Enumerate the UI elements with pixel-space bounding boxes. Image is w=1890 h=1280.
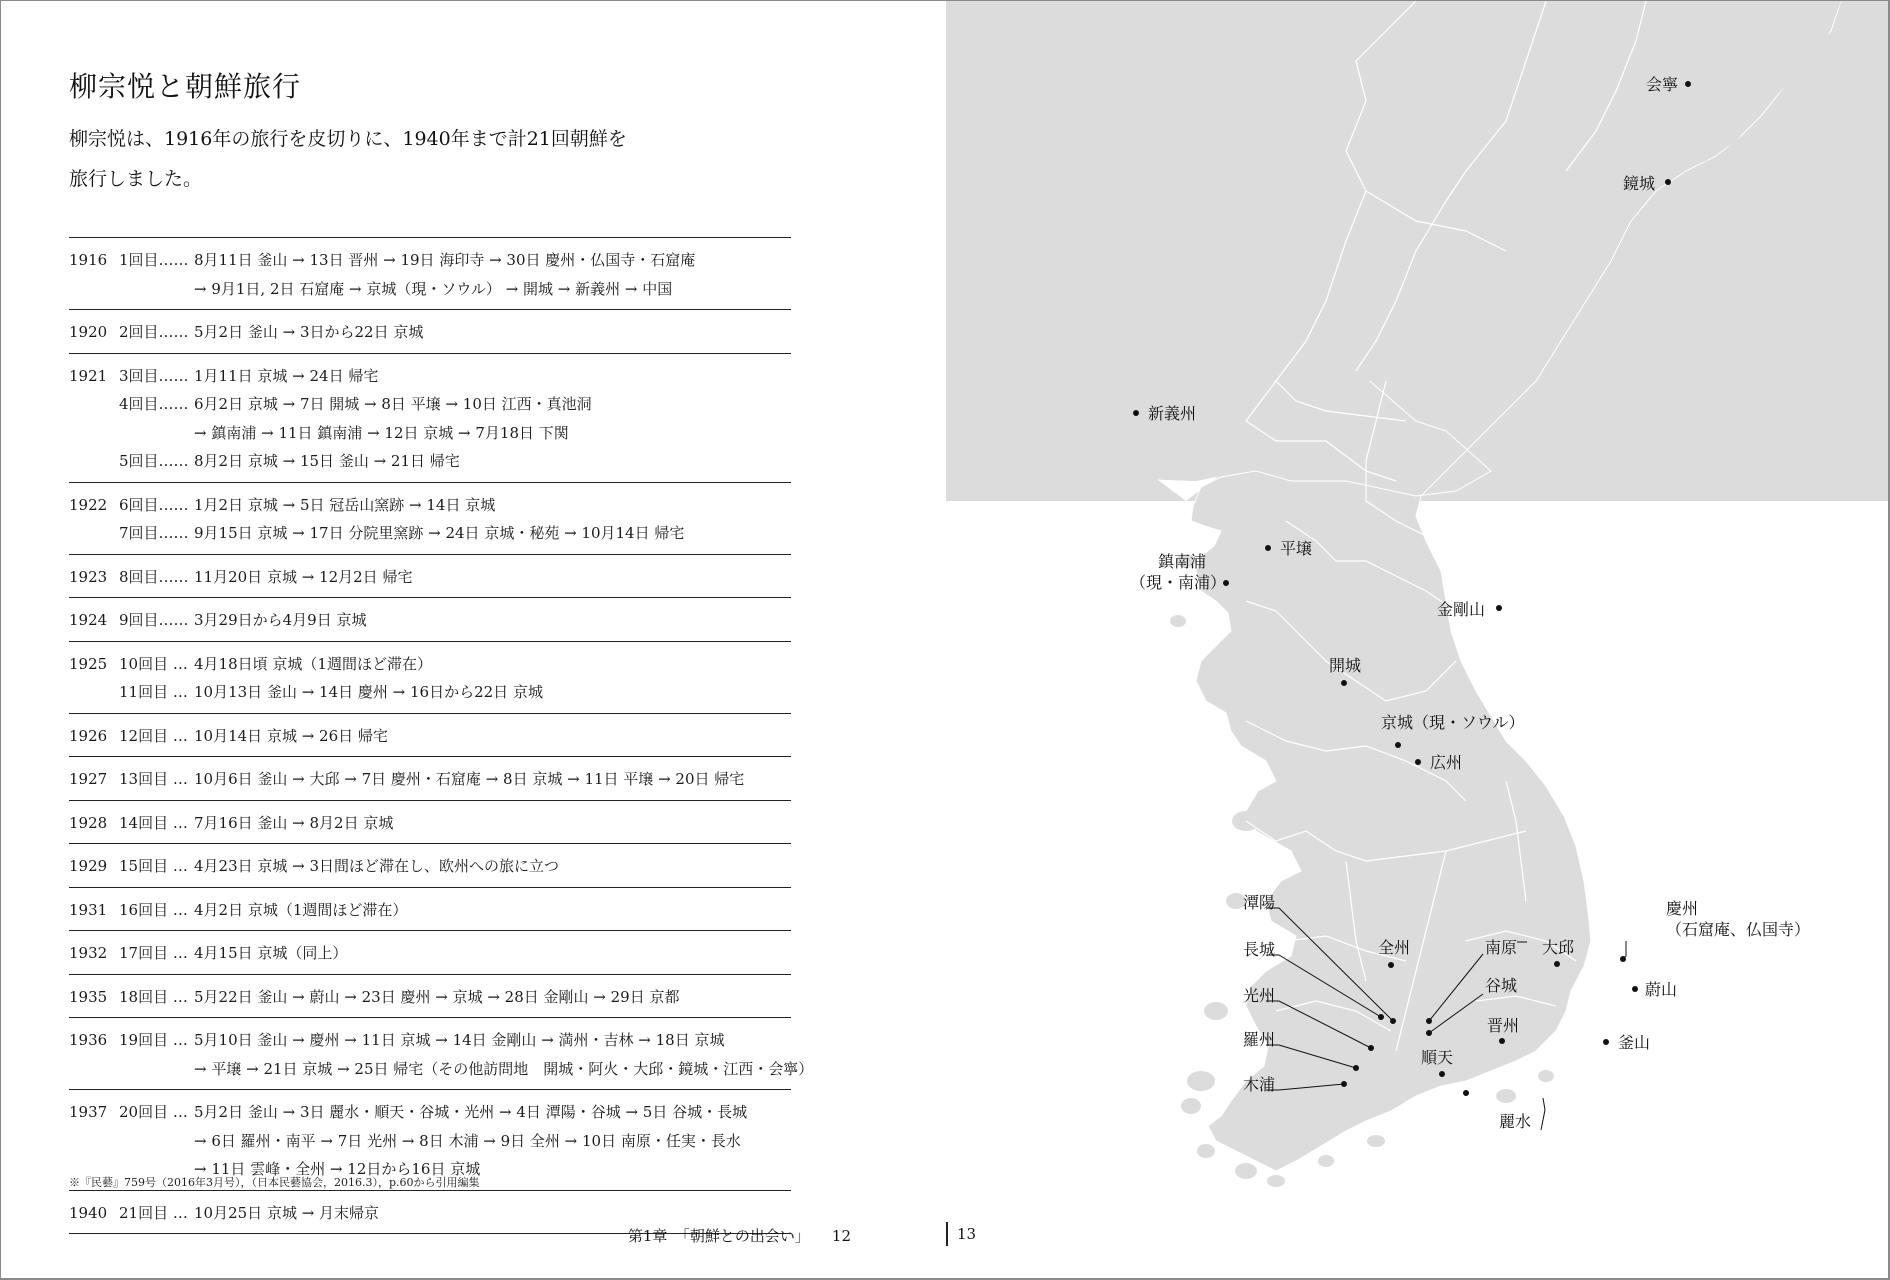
timeline-route: 4月23日 京城 → 3日間ほど滞在し、欧州への旅に立つ xyxy=(194,857,560,875)
timeline-year: 1937 xyxy=(69,1103,108,1121)
timeline-trip-count: 9回目…… xyxy=(119,611,189,629)
timeline-route: 11月20日 京城 → 12月2日 帰宅 xyxy=(194,567,413,586)
city-marker xyxy=(1463,1090,1469,1096)
city-marker xyxy=(1341,1081,1347,1087)
city-marker xyxy=(1603,1039,1609,1045)
city-marker xyxy=(1426,1018,1432,1024)
timeline-year-block xyxy=(69,310,791,354)
korea-map xyxy=(946,1,1888,1278)
city-marker xyxy=(1390,1018,1396,1024)
map-label-mokpo: 木浦 xyxy=(1243,1075,1276,1094)
source-footnote: ※『民藝』759号（2016年3月号），（日本民藝協会，2016.3），p.60から引用編集 xyxy=(69,1176,480,1189)
map-label-jinju: 晋州 xyxy=(1487,1016,1520,1035)
timeline-route: 4月15日 京城（同上） xyxy=(194,944,348,962)
map-label-kumgangsan: 金剛山 xyxy=(1437,600,1486,619)
timeline-row xyxy=(69,852,791,881)
timeline-year: 1921 xyxy=(69,366,108,385)
map-label-jangseong: 長城 xyxy=(1243,940,1276,959)
chapter-title: 第1章 「朝鮮との出会い」 xyxy=(627,1227,810,1245)
timeline-route: 10月25日 京城 → 月末帰京 xyxy=(194,1203,380,1222)
timeline-trip-count: 19回目 … xyxy=(119,1031,188,1049)
timeline-row xyxy=(69,1199,791,1228)
timeline-year-block xyxy=(69,555,791,599)
timeline-year xyxy=(69,1055,119,1084)
timeline-year xyxy=(69,419,119,448)
timeline-year: 1924 xyxy=(69,611,108,629)
timeline-year: 1920 xyxy=(69,323,108,341)
timeline-trip-count xyxy=(119,275,194,304)
timeline-row xyxy=(69,939,791,968)
timeline-route: → 平壌 → 21日 京城 → 25日 帰宅（その他訪問地 開城・阿火・大邱・鏡城・江西・会寧） xyxy=(194,1059,814,1078)
intro-text xyxy=(69,119,709,199)
map-label-gwangju: 光州 xyxy=(1243,986,1276,1005)
timeline-row xyxy=(69,563,791,592)
timeline-row xyxy=(69,678,791,707)
timeline-year xyxy=(69,678,119,707)
timeline-year: 1922 xyxy=(69,495,108,514)
map-label-daegu: 大邱 xyxy=(1542,938,1575,957)
map-label-damyang: 潭陽 xyxy=(1243,893,1276,912)
timeline-year-block xyxy=(69,714,791,758)
map-label-naju: 羅州 xyxy=(1243,1030,1276,1049)
timeline-year: 1935 xyxy=(69,987,108,1006)
timeline-year-block xyxy=(69,931,791,975)
book-spread xyxy=(1,1,1888,1278)
city-marker xyxy=(1554,961,1560,967)
timeline-year xyxy=(69,519,119,548)
timeline-route: 8月11日 釜山 → 13日 晋州 → 19日 海印寺 → 30日 慶州・仏国寺・石窟庵 xyxy=(194,251,696,269)
city-marker xyxy=(1620,956,1626,962)
timeline-year: 1940 xyxy=(69,1203,108,1222)
timeline-year: 1927 xyxy=(69,770,108,788)
timeline-row xyxy=(69,983,791,1012)
timeline-route: 6月2日 京城 → 7日 開城 → 8日 平壌 → 10日 江西・真池洞 xyxy=(194,395,592,413)
city-marker xyxy=(1499,1038,1505,1044)
map-label-ulsan: 蔚山 xyxy=(1645,980,1678,999)
timeline-route: 4月2日 京城（1週間ほど滞在） xyxy=(194,900,408,919)
timeline-year: 1928 xyxy=(69,813,108,832)
city-marker xyxy=(1265,545,1271,551)
map-label-gyeongju: 慶州 xyxy=(1666,899,1699,918)
timeline-year-block xyxy=(69,844,791,888)
timeline-year xyxy=(69,390,119,419)
timeline-year: 1925 xyxy=(69,654,108,673)
timeline-year-block xyxy=(69,642,791,714)
map-label-kaesong: 開城 xyxy=(1329,656,1362,675)
timeline-trip-count: 2回目…… xyxy=(119,323,189,341)
timeline-year: 1936 xyxy=(69,1031,108,1049)
timeline-route: 5月22日 釜山 → 蔚山 → 23日 慶州 → 京城 → 28日 金剛山 → 29日 京都 xyxy=(194,987,680,1006)
city-marker xyxy=(1415,759,1421,765)
travel-timeline-table xyxy=(69,237,814,1234)
map-label-gyeongju-note: （石窟庵、仏国寺） xyxy=(1666,920,1811,939)
city-marker xyxy=(1353,1065,1359,1071)
map-label-yeosu: 麗水 xyxy=(1499,1112,1532,1131)
city-marker xyxy=(1496,605,1502,611)
timeline-row xyxy=(69,491,791,520)
intro-line: 柳宗悦は、1916年の旅行を皮切りに、1940年まで計21回朝鮮を xyxy=(69,128,627,150)
city-marker xyxy=(1632,986,1638,992)
timeline-year: 1931 xyxy=(69,900,108,919)
map-label-gwangju-gg: 広州 xyxy=(1430,753,1463,772)
timeline-year-block xyxy=(69,888,791,932)
right-page xyxy=(946,1,1888,1278)
timeline-year-block xyxy=(69,483,791,555)
left-page xyxy=(1,1,946,1278)
map-label-namwon: 南原 xyxy=(1485,938,1518,957)
timeline-route: 7月16日 釜山 → 8月2日 京城 xyxy=(194,813,394,832)
map-label-busan: 釜山 xyxy=(1618,1033,1651,1052)
timeline-row xyxy=(69,765,791,794)
map-label-kyongsong: 鏡城 xyxy=(1623,174,1656,193)
timeline-row xyxy=(69,390,791,419)
timeline-trip-count: 21回目 … xyxy=(119,1203,188,1222)
timeline-trip-count: 1回目…… xyxy=(119,251,189,269)
timeline-route: 5月10日 釜山 → 慶州 → 11日 京城 → 14日 金剛山 → 満州・吉林 → 18日 京城 xyxy=(194,1031,725,1049)
timeline-route: 9月15日 京城 → 17日 分院里窯跡 → 24日 京城・秘苑 → 10月14日 帰宅 xyxy=(194,524,685,542)
timeline-year xyxy=(69,447,119,476)
map-label-suncheon: 順天 xyxy=(1421,1048,1454,1067)
timeline-trip-count: 20回目 … xyxy=(119,1103,188,1121)
timeline-year-block xyxy=(69,801,791,845)
map-label-jeonju: 全州 xyxy=(1378,938,1411,957)
timeline-trip-count: 8回目…… xyxy=(119,567,189,586)
city-marker xyxy=(1388,962,1394,968)
timeline-route: → 6日 羅州・南平 → 7日 光州 → 8日 木浦 → 9日 全州 → 10日 南原・任実・長水 xyxy=(194,1131,741,1150)
timeline-route: 1月2日 京城 → 5日 冠岳山窯跡 → 14日 京城 xyxy=(194,495,496,514)
timeline-year-block xyxy=(69,238,791,310)
timeline-trip-count: 4回目…… xyxy=(119,395,189,413)
city-marker xyxy=(1368,1045,1374,1051)
timeline-trip-count xyxy=(119,1127,194,1156)
timeline-row xyxy=(69,447,791,476)
timeline-row xyxy=(69,1127,791,1156)
map-label-gokseong: 谷城 xyxy=(1485,976,1518,995)
timeline-year xyxy=(69,275,119,304)
timeline-trip-count: 13回目 … xyxy=(119,770,188,788)
timeline-year: 1929 xyxy=(69,857,108,875)
timeline-row xyxy=(69,606,791,635)
city-marker xyxy=(1426,1030,1432,1036)
city-marker xyxy=(1378,1014,1384,1020)
map-label-jinnampo: 鎮南浦 xyxy=(1158,552,1207,571)
timeline-row xyxy=(69,362,791,391)
map-label-sinuiju: 新義州 xyxy=(1148,404,1197,423)
timeline-row xyxy=(69,1055,814,1084)
city-marker xyxy=(1665,179,1671,185)
timeline-year-block xyxy=(69,1018,814,1090)
timeline-year: 1923 xyxy=(69,567,108,586)
timeline-route: 8月2日 京城 → 15日 釜山 → 21日 帰宅 xyxy=(194,452,460,470)
timeline-trip-count xyxy=(119,1055,194,1084)
timeline-route: 3月29日から4月9日 京城 xyxy=(194,611,367,629)
timeline-trip-count: 14回目 … xyxy=(119,813,188,832)
timeline-trip-count: 10回目 … xyxy=(119,654,188,673)
timeline-row xyxy=(69,275,791,304)
map-label-pyongyang: 平壌 xyxy=(1280,539,1313,558)
timeline-row xyxy=(69,809,791,838)
page-title: 柳宗悦と朝鮮旅行 xyxy=(69,70,302,103)
timeline-route: → 11日 雲峰・全州 → 12日から16日 京城 xyxy=(194,1160,481,1178)
timeline-year-block xyxy=(69,975,791,1019)
timeline-year: 1932 xyxy=(69,944,108,962)
timeline-row xyxy=(69,419,791,448)
timeline-trip-count: 3回目…… xyxy=(119,366,189,385)
timeline-year: 1916 xyxy=(69,251,108,269)
timeline-year-block xyxy=(69,354,791,483)
timeline-route: 10月6日 釜山 → 大邱 → 7日 慶州・石窟庵 → 8日 京城 → 11日 平壌 → 20日 帰宅 xyxy=(194,770,745,788)
timeline-route: → 9月1日, 2日 石窟庵 → 京城（現・ソウル） → 開城 → 新義州 → 中国 xyxy=(194,279,673,298)
city-marker xyxy=(1439,1071,1445,1077)
map-label-hoeryong: 会寧 xyxy=(1646,75,1679,94)
page-number-right: 13 xyxy=(957,1225,977,1243)
timeline-route: 1月11日 京城 → 24日 帰宅 xyxy=(194,366,379,385)
timeline-route: → 鎮南浦 → 11日 鎮南浦 → 12日 京城 → 7月18日 下関 xyxy=(194,423,569,442)
timeline-row xyxy=(69,722,791,751)
timeline-row xyxy=(69,519,791,548)
timeline-route: 5月2日 釜山 → 3日から22日 京城 xyxy=(194,323,424,341)
timeline-year xyxy=(69,1127,119,1156)
timeline-route: 4月18日頃 京城（1週間ほど滞在） xyxy=(194,654,432,673)
timeline-row xyxy=(69,1026,791,1055)
timeline-row xyxy=(69,896,791,925)
timeline-trip-count: 11回目 … xyxy=(119,683,188,701)
city-marker xyxy=(1685,81,1691,87)
timeline-route: 10月14日 京城 → 26日 帰宅 xyxy=(194,726,388,745)
city-marker xyxy=(1341,680,1347,686)
timeline-trip-count xyxy=(119,419,194,448)
timeline-trip-count: 6回目…… xyxy=(119,495,189,514)
intro-line: 旅行しました。 xyxy=(69,168,203,190)
timeline-row xyxy=(69,318,791,347)
folio-divider xyxy=(946,1222,948,1246)
timeline-year-block xyxy=(69,598,791,642)
timeline-trip-count: 15回目 … xyxy=(119,857,188,875)
folio-left xyxy=(628,1225,851,1246)
timeline-row xyxy=(69,246,791,275)
timeline-row xyxy=(69,650,791,679)
city-marker xyxy=(1395,742,1401,748)
timeline-route: 10月13日 釜山 → 14日 慶州 → 16日から22日 京城 xyxy=(194,683,543,701)
timeline-trip-count: 18回目 … xyxy=(119,987,188,1006)
timeline-row xyxy=(69,1098,791,1127)
timeline-year: 1926 xyxy=(69,726,108,745)
timeline-route: 5月2日 釜山 → 3日 麗水・順天・谷城・光州 → 4日 潭陽・谷城 → 5日 谷城・長城 xyxy=(194,1103,748,1121)
timeline-trip-count: 16回目 … xyxy=(119,900,188,919)
timeline-year-block xyxy=(69,757,791,801)
map-label-seoul: 京城（現・ソウル） xyxy=(1381,713,1525,732)
timeline-trip-count: 17回目 … xyxy=(119,944,188,962)
page-number-left: 12 xyxy=(831,1227,851,1245)
timeline-trip-count: 5回目…… xyxy=(119,452,189,470)
map-label-jinnampo-note: （現・南浦） xyxy=(1130,573,1227,592)
city-marker xyxy=(1133,410,1139,416)
timeline-trip-count: 12回目 … xyxy=(119,726,188,745)
timeline-trip-count: 7回目…… xyxy=(119,524,189,542)
